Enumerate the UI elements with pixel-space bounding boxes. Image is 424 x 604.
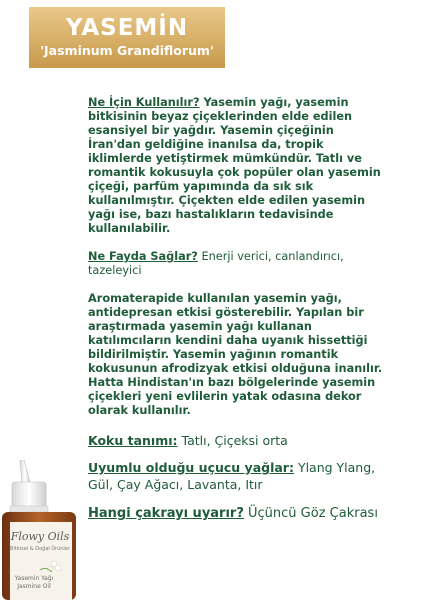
banner-subtitle: 'Jasminum Grandiflorum' [40,43,214,58]
chakra-question: Hangi çakrayı uyarır? [88,506,244,521]
banner-title: YASEMİN [65,15,189,41]
bottle-product: Yasemin Yağı [14,575,54,582]
dropper-tip [20,460,30,484]
bottle-cap [12,482,46,508]
bottle-product-en: Jasmine Oil [17,583,51,590]
chakra-paragraph [88,505,388,522]
chakra-text: Üçüncü Göz Çakrası [243,506,378,521]
aroma-paragraph: Aromaterapide kullanılan yasemin yağı, antidepresan etkisi gösterebilir. Yapılan bir araştırmada yasemin yağı kullanan katılımcıların kendini daha uyanık hissettiği bildirilmiştir. Yasemin yağının romantik kokusunun afrodizyak etkisi olduğuna inanılır. Hatta Hindistan'ın bazı bölgelerinde yasemin çiçekleri yeni evlilerin yatak odasına dekor olarak kullanılır. [88,292,383,417]
benefit-question: Ne Fayda Sağlar? [88,250,198,263]
usage-paragraph [88,96,388,236]
bottle-tagline: Bitkisel & Doğal Ürünler [10,546,70,552]
usage-question: Ne İçin Kullanılır? [88,96,200,109]
oil-bottle-image [0,460,90,600]
benefit-text: Enerji verici, canlandırıcı, tazeleyici [88,250,344,277]
benefit-paragraph [88,250,388,278]
usage-text: Yasemin yağı, yasemin bitkisinin beyaz çiçeklerinden elde edilen esansiyel bir yağdır. Yasemin çiçeğinin İran'dan geldiğine inanılsa da, tropik iklimlerde yetiştirmek mümkündür. Tatlı ve romantik kokusuyla çok popüler olan yasemin çiçeği, parfüm yapımında da sık sık kullanılmıştır. Çiçekten elde edilen yasemin yağı ise, bazı hastalıkların tedavisinde kullanılabilir. [88,96,381,235]
scent-paragraph [88,432,388,449]
description-content [88,96,388,522]
title-banner [29,7,225,68]
bottle-brand: Flowy Oils [10,530,70,543]
scent-text: Tatlı, Çiçeksi orta [177,433,288,448]
cap-ring [10,506,48,512]
compatible-question: Uyumlu olduğu uçucu yağlar: [88,460,294,475]
scent-question: Koku tanımı: [88,433,178,448]
bottle-illustration [0,460,90,600]
compatible-paragraph [88,459,388,493]
compatible-text: Ylang Ylang, Gül, Çay Ağacı, Lavanta, Itır [88,460,376,492]
